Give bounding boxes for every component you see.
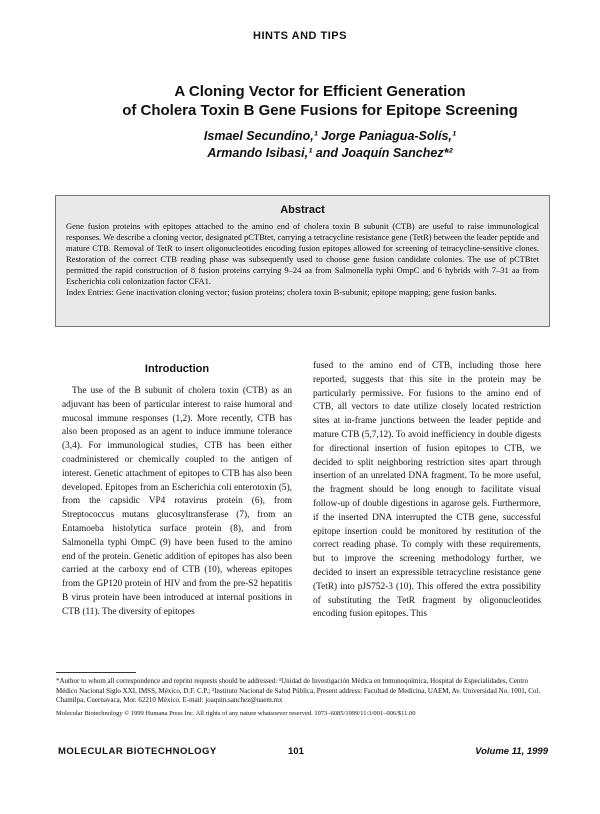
index-entries: Index Entries: Gene inactivation cloning vector; fusion proteins; cholera toxin B-subunit; epitope mapping; gene fusion banks. [66,287,497,297]
footer-page-number: 101 [288,746,304,757]
abstract-text: Gene fusion proteins with epitopes attached to the amino end of cholera toxin B subunit (CTB) are useful to raise immunological responses. We describe a cloning vector, designated pCTBtet, carrying a tetracycline resistance gene (TetR) between the leader peptide and mature CTB. Removal of TetR to insert oligonucleotides encoding fusion epitopes allowed for screening of tetracycline-sensitive clones. Restoration of the correct CTB reading phase was subsequently used to choose gene fusion candidate colonies. The use of pCTBtet permitted the rapid construction of 8 fusion proteins carrying 9–24 aa from Salmonella typhi OmpC and 6 hybrids with 7–31 aa from Escherichia coli colonization factor CFA1. [66,221,539,286]
title-line-2: of Cholera Toxin B Gene Fusions for Epitope Screening [122,102,518,119]
intro-paragraph-left: The use of the B subunit of cholera toxin (CTB) as an adjuvant has been of particular interest to raise humoral and mucosal immune responses (1,2). More recently, CTB has also been proposed as an agent to induce immune tolerance (3,4). For immunological studies, CTB has been either coadministered or chemically coupled to the antigen of interest. Genetic attachment of epitopes to CTB has also been developed. Epitopes from an Escherichia coli enterotoxin (5), from the capsidic VP4 rotavirus protein (6), from Streptococcus mutans glucosyltransferase (7), from an Entamoeba histolytica surface protein (8), and from Salmonella typhi OmpC (9) have been fused to the amino end of the protein. Genetic addition of epitopes has also been carried at the carboxy end of CTB (10), whereas epitopes from the GP120 protein of HIV and from the pre-S2 hepatitis B virus protein have been introduced at internal positions in CTB (11). The diversity of epitopes [62,386,292,617]
copyright-line: Molecular Biotechnology © 1999 Humana Press Inc. All rights of any nature whatsoever reserved. 1073–6085/1999/11:3/001–006/$11.00 [56,710,416,717]
body-column-left [62,385,292,620]
author-list [120,128,540,162]
authors-line-1: Ismael Secundino,¹ Jorge Paniagua-Solís,¹ [203,129,457,143]
page-footer [58,746,548,762]
body-column-right [313,360,541,622]
abstract-heading: Abstract [280,204,325,216]
section-header: HINTS AND TIPS [253,30,347,42]
title-line-1: A Cloning Vector for Efficient Generation [174,83,466,100]
abstract-box [55,195,550,327]
introduction-heading: Introduction [144,363,210,375]
intro-paragraph-right: fused to the amino end of CTB, including those here reported, suggests that this site in the protein may be particularly permissive. For fusions to the amino end of CTB, all vectors to date utilize closely located restriction sites at in-frame junctions between the leader peptide and mature CTB (5,7,12). To avoid inefficiency in double digests for directional insertion of fusion epitopes to CTB, we decided to split neighboring restriction sites apart through insertion of an unrelated DNA fragment. To be more useful, the fragment should be long enough to facilitate visual follow-up of double digestions in agarose gels. Furthermore, if the inserted DNA interrupted the CTB gene, successful epitope insertion could be monitored by restitution of the correct reading phase. To comply with these requirements, but to improve the screening methodology further, we decided to insert an expressible tetracycline resistance gene (TetR) into pJS752-3 (10). This offered the extra possibility of substituting the TetR fragment by oligonucleotides encoding fusion epitopes. This [313,361,541,620]
footer-volume: Volume 11, 1999 [475,746,548,757]
article-title [60,82,580,120]
footnote-divider [56,672,136,673]
correspondence-footnote: *Author to whom all correspondence and reprint requests should be addressed: ¹Unidad de Investigación Médica en Inmunoquímica, Hospital de Especialidades, Centro Médico Nacional Siglo XXI, IMSS, México, D.F. C.P.; ²Instituto Nacional de Salud Pública, Present address: Facultad de Medicina, UAEM, Av. Universidad No. 1001, Col. Chamilpa, Cuernavaca, Mor. 62210 México. E-mail: joaquin.sanchez@uaem.mx [56,677,541,705]
footer-journal-name: MOLECULAR BIOTECHNOLOGY [58,746,217,757]
authors-line-2: Armando Isibasi,¹ and Joaquín Sanchez*² [207,146,453,160]
